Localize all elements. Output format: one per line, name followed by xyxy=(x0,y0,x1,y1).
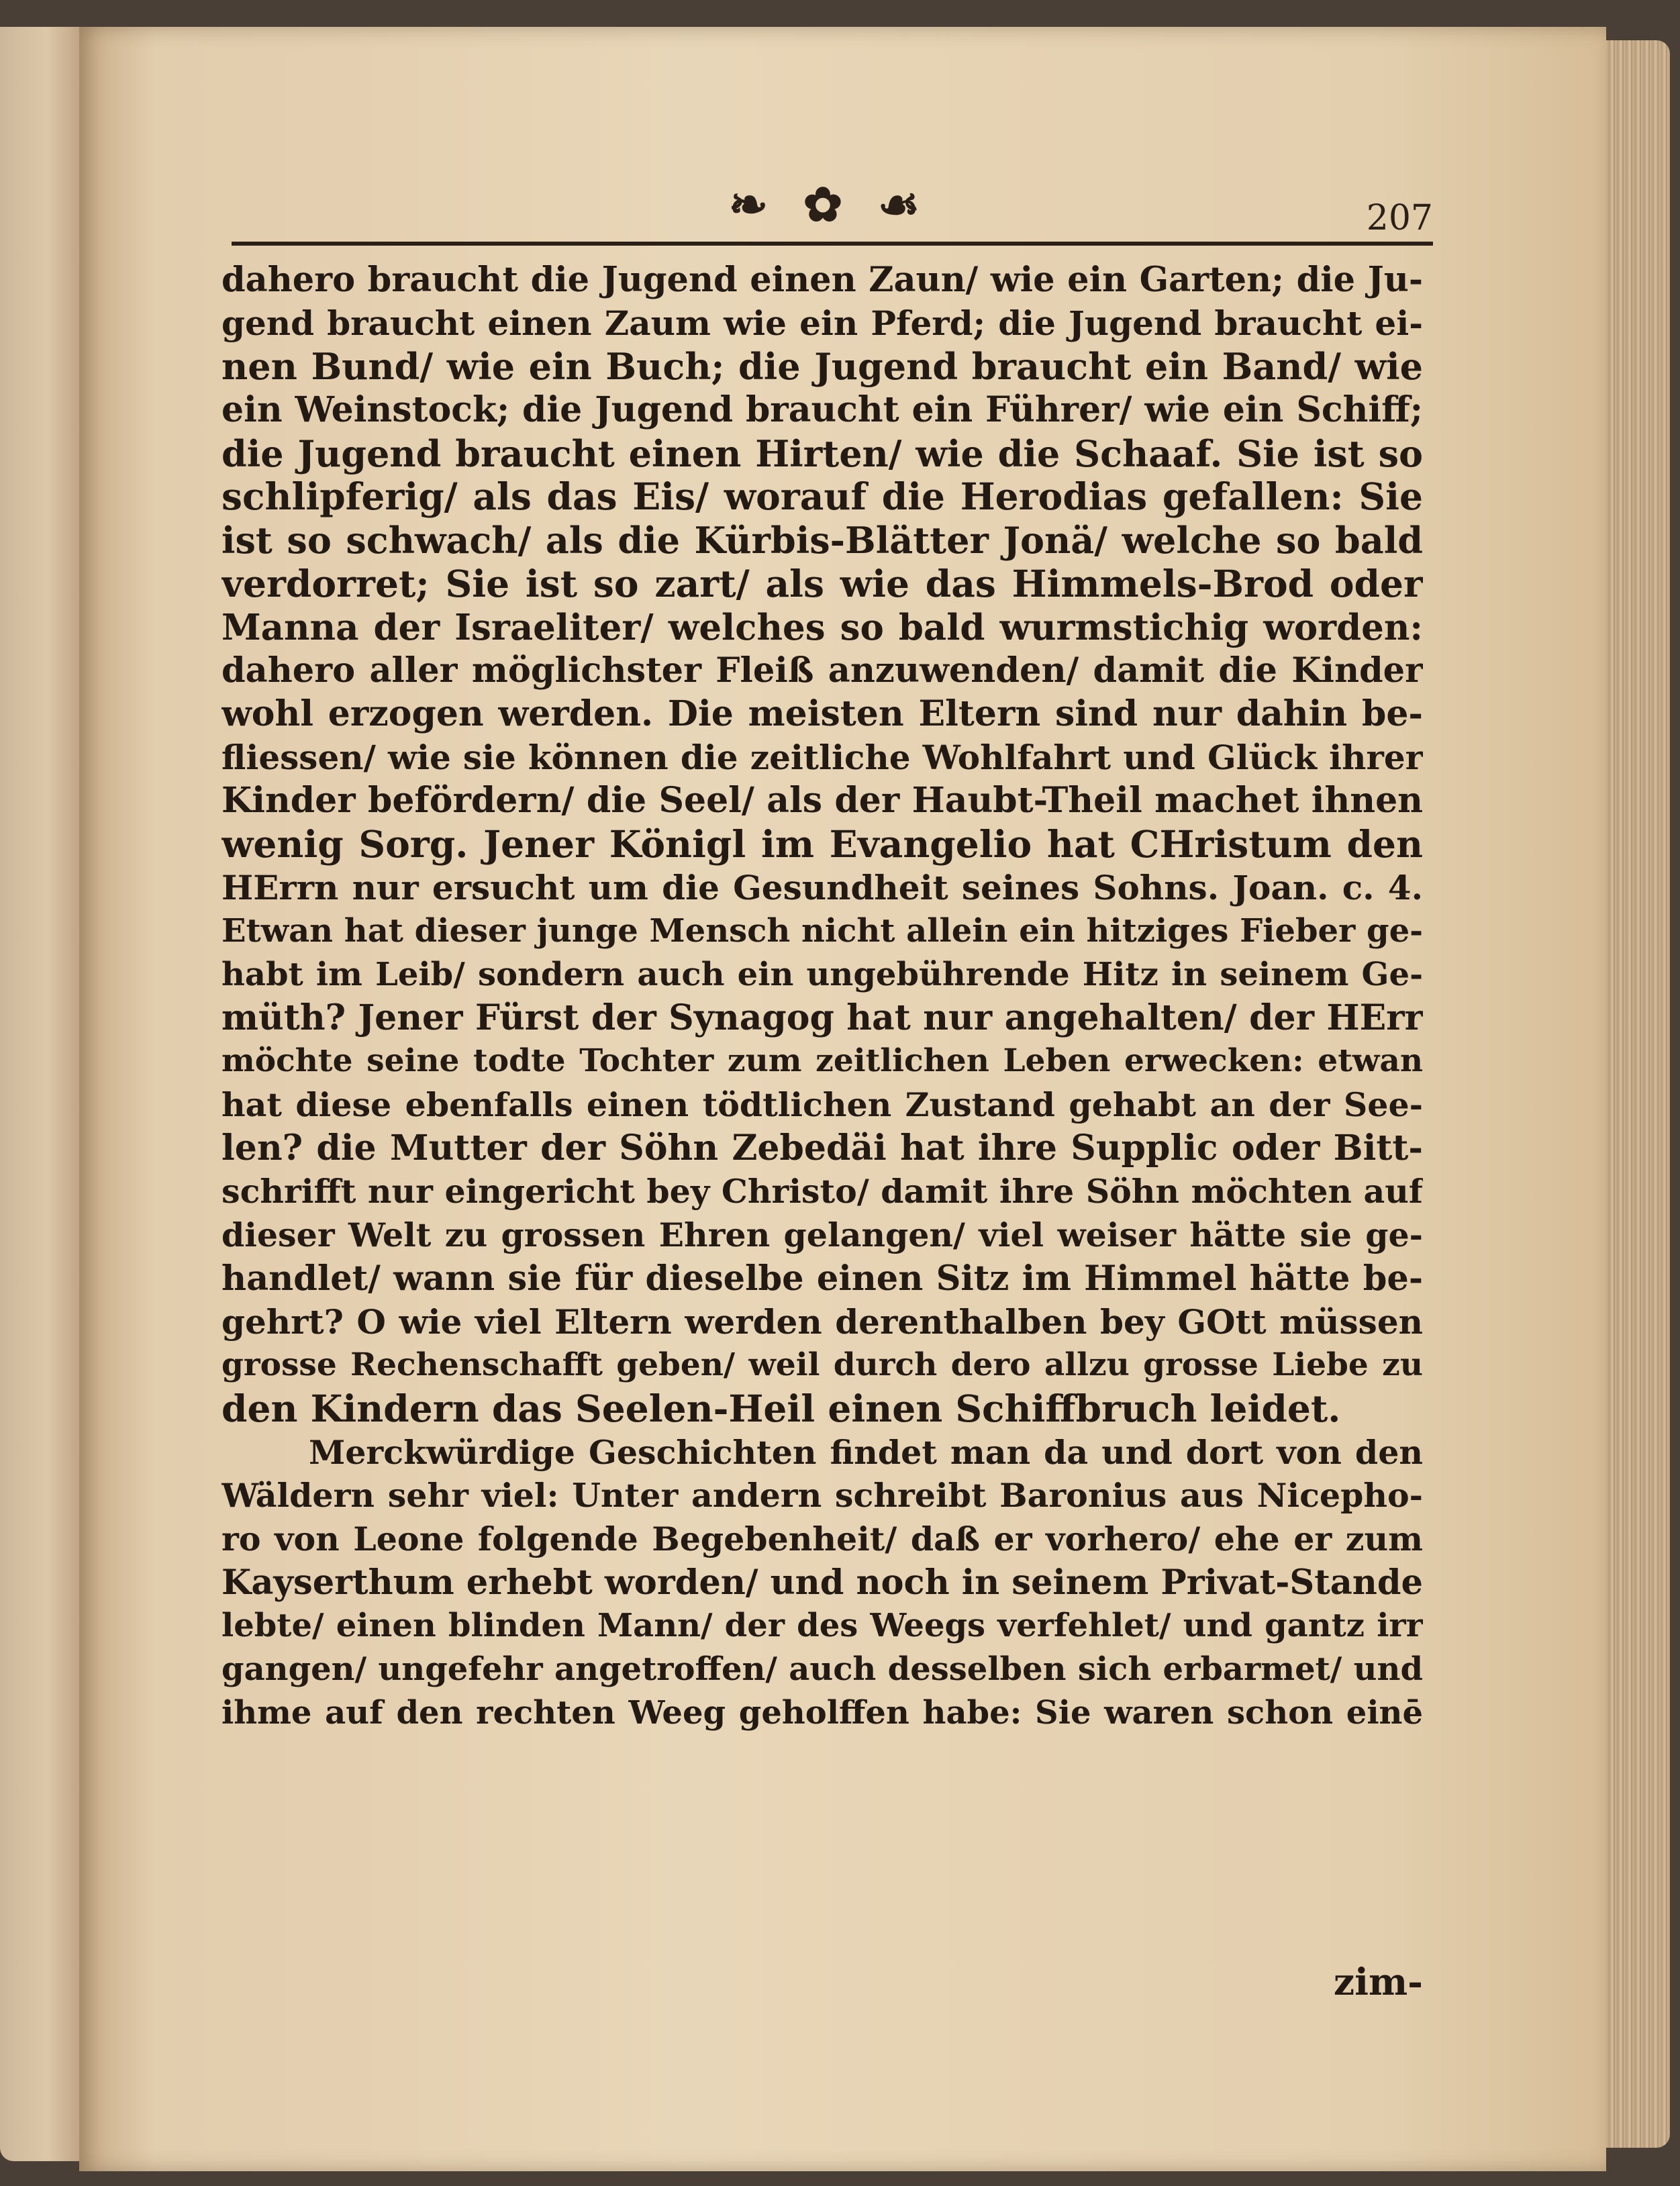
header-ornament: ❧ ✿ ☙ xyxy=(728,177,930,232)
text-line: möchte seine todte Tochter zum zeitlichen Leben erwecken: etwan xyxy=(221,1042,1423,1080)
text-line: ihme auf den rechten Weeg geholffen habe: Sie waren schon einē xyxy=(221,1693,1423,1732)
text-line: nen Bund/ wie ein Buch; die Jugend braucht ein Band/ wie xyxy=(221,345,1423,389)
page-number: 207 xyxy=(1366,198,1433,238)
text-line: gangen/ ungefehr angetroffen/ auch desselben sich erbarmet/ und xyxy=(221,1650,1423,1688)
text-line: wohl erzogen werden. Die meisten Eltern sind nur dahin be- xyxy=(221,693,1423,734)
text-line: dahero aller möglichster Fleiß anzuwenden/ damit die Kinder xyxy=(221,650,1423,691)
text-line: verdorret; Sie ist so zart/ als wie das Himmels-Brod oder xyxy=(221,562,1423,605)
text-line: Kayserthum erhebt worden/ und noch in seinem Privat-Stande xyxy=(221,1562,1423,1603)
text-line: lebte/ einen blinden Mann/ der des Weegs verfehlet/ und gantz irr xyxy=(221,1607,1423,1645)
page-header xyxy=(232,178,1433,252)
text-line: Manna der Israeliter/ welches so bald wurmstichig worden: xyxy=(221,606,1423,648)
text-line: ein Weinstock; die Jugend braucht ein Führer/ wie ein Schiff; xyxy=(221,389,1423,431)
text-line: Kinder befördern/ die Seel/ als der Haubt-Theil machet ihnen xyxy=(221,780,1423,822)
text-line: len? die Mutter der Söhn Zebedäi hat ihre Supplic oder Bitt- xyxy=(221,1127,1423,1169)
body-text xyxy=(221,258,1423,1734)
text-line: Wäldern sehr viel: Unter andern schreibt Baronius aus Nicepho- xyxy=(221,1476,1423,1516)
text-line: schlipferig/ als das Eis/ worauf die Herodias gefallen: Sie xyxy=(221,475,1423,519)
page-edges xyxy=(1606,40,1670,2148)
text-line: hat diese ebenfalls einen tödtlichen Zustand gehabt an der See- xyxy=(221,1085,1423,1125)
text-line: habt im Leib/ sondern auch ein ungebührende Hitz in seinem Ge- xyxy=(221,956,1423,993)
text-line: gehrt? O wie viel Eltern werden derenthalben bey GOtt müssen xyxy=(221,1301,1423,1342)
text-line: den Kindern das Seelen-Heil einen Schiffbruch leidet. xyxy=(221,1387,1341,1430)
text-line: die Jugend braucht einen Hirten/ wie die Schaaf. Sie ist so xyxy=(221,432,1423,475)
text-line: ro von Leone folgende Begebenheit/ daß er vorhero/ ehe er zum xyxy=(221,1519,1423,1558)
text-line: Merckwürdige Geschichten findet man da und dort von den xyxy=(309,1432,1423,1472)
text-line: ist so schwach/ als die Kürbis-Blätter Jonä/ welche so bald xyxy=(221,519,1423,562)
text-line: schrifft nur eingericht bey Christo/ damit ihre Söhn möchten auf xyxy=(221,1172,1423,1211)
text-line: HErrn nur ersucht um die Gesundheit seines Sohns. Joan. c. 4. xyxy=(221,867,1423,907)
header-rule xyxy=(232,242,1433,246)
text-line: Etwan hat dieser junge Mensch nicht allein ein hitziges Fieber ge- xyxy=(221,912,1423,950)
text-line: wenig Sorg. Jener Königl im Evangelio hat CHristum den xyxy=(221,822,1423,866)
text-line: müth? Jener Fürst der Synagog hat nur angehalten/ der HErr xyxy=(221,997,1423,1038)
text-line: handlet/ wann sie für dieselbe einen Sitz im Himmel hätte be- xyxy=(221,1258,1423,1299)
text-line: fliessen/ wie sie können die zeitliche Wohlfahrt und Glück ihrer xyxy=(221,737,1423,777)
text-line: dahero braucht die Jugend einen Zaun/ wie ein Garten; die Ju- xyxy=(221,260,1423,300)
text-line: grosse Rechenschafft geben/ weil durch dero allzu grosse Liebe zu xyxy=(221,1346,1423,1384)
text-line: gend braucht einen Zaum wie ein Pferd; die Jugend braucht ei- xyxy=(221,303,1423,343)
left-page-edge xyxy=(0,27,79,2161)
catchword: zim- xyxy=(1333,1960,1423,2003)
text-line: dieser Welt zu grossen Ehren gelangen/ viel weiser hätte sie ge- xyxy=(221,1215,1423,1255)
